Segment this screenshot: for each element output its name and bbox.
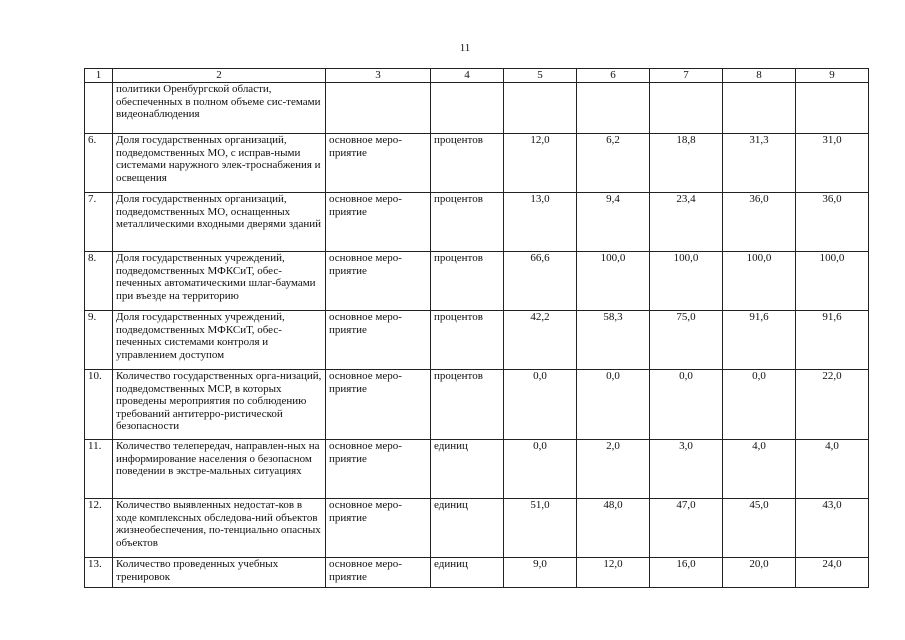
row-number: 10. [85,370,113,440]
value-col-7: 47,0 [650,499,723,558]
value-col-7: 100,0 [650,252,723,311]
value-col-6: 48,0 [577,499,650,558]
unit-of-measure: единиц [431,499,504,558]
value-col-9: 43,0 [796,499,869,558]
column-header: 5 [504,69,577,83]
value-col-5: 0,0 [504,370,577,440]
value-col-8: 36,0 [723,193,796,252]
column-header: 6 [577,69,650,83]
value-col-7: 23,4 [650,193,723,252]
row-number: 11. [85,440,113,499]
event-type: основное меро-приятие [326,440,431,499]
row-number: 6. [85,134,113,193]
unit-of-measure: процентов [431,311,504,370]
event-type: основное меро-приятие [326,134,431,193]
indicators-table [84,68,869,588]
value-col-7: 18,8 [650,134,723,193]
value-col-8: 31,3 [723,134,796,193]
row-number: 8. [85,252,113,311]
value-col-5: 51,0 [504,499,577,558]
value-col-8: 45,0 [723,499,796,558]
event-type: основное меро-приятие [326,252,431,311]
value-col-6: 6,2 [577,134,650,193]
unit-of-measure: процентов [431,252,504,311]
value-col-5 [504,83,577,134]
indicator-name: Доля государственных учреждений, подведомственных МФКСиТ, обес-печенных автоматическими шлаг-баумами при въезде на территорию [113,252,326,311]
value-col-9: 91,6 [796,311,869,370]
indicator-name: Количество выявленных недостат-ков в ходе комплексных обследова-ний объектов жизнеобеспечения, по-тенциально опасных объектов [113,499,326,558]
row-number: 7. [85,193,113,252]
value-col-6: 9,4 [577,193,650,252]
value-col-5: 12,0 [504,134,577,193]
column-number-row [85,69,869,83]
value-col-9 [796,83,869,134]
event-type: основное меро-приятие [326,370,431,440]
table-row [85,193,869,252]
value-col-5: 66,6 [504,252,577,311]
row-number: 13. [85,558,113,588]
indicator-name: политики Оренбургской области, обеспеченных в полном объеме сис-темами видеонаблюдения [113,83,326,134]
column-header: 8 [723,69,796,83]
table-row [85,558,869,588]
value-col-9: 22,0 [796,370,869,440]
indicator-name: Количество государственных орга-низаций, подведомственных МСР, в которых проведены мероприятия по соблюдению требований антитерро-ристической безопасности [113,370,326,440]
value-col-9: 100,0 [796,252,869,311]
table-row [85,370,869,440]
value-col-5: 13,0 [504,193,577,252]
column-header: 4 [431,69,504,83]
row-number: 12. [85,499,113,558]
value-col-9: 31,0 [796,134,869,193]
event-type: основное меро-приятие [326,499,431,558]
table-row [85,83,869,134]
value-col-7: 75,0 [650,311,723,370]
column-header: 3 [326,69,431,83]
unit-of-measure: единиц [431,440,504,499]
row-number: 9. [85,311,113,370]
table-row [85,440,869,499]
row-number [85,83,113,134]
value-col-8: 91,6 [723,311,796,370]
value-col-6: 12,0 [577,558,650,588]
value-col-7: 3,0 [650,440,723,499]
column-header: 9 [796,69,869,83]
unit-of-measure [431,83,504,134]
value-col-9: 36,0 [796,193,869,252]
value-col-5: 9,0 [504,558,577,588]
unit-of-measure: процентов [431,193,504,252]
unit-of-measure: единиц [431,558,504,588]
value-col-6: 2,0 [577,440,650,499]
value-col-6: 0,0 [577,370,650,440]
value-col-8: 4,0 [723,440,796,499]
unit-of-measure: процентов [431,370,504,440]
indicator-name: Доля государственных учреждений, подведомственных МФКСиТ, обес-печенных системами контроля и управлением доступом [113,311,326,370]
value-col-9: 4,0 [796,440,869,499]
value-col-8: 20,0 [723,558,796,588]
value-col-9: 24,0 [796,558,869,588]
event-type: основное меро-приятие [326,193,431,252]
unit-of-measure: процентов [431,134,504,193]
value-col-7 [650,83,723,134]
value-col-6 [577,83,650,134]
column-header: 2 [113,69,326,83]
event-type: основное меро-приятие [326,311,431,370]
value-col-8 [723,83,796,134]
value-col-6: 58,3 [577,311,650,370]
page-number: 11 [459,42,471,54]
value-col-6: 100,0 [577,252,650,311]
value-col-7: 0,0 [650,370,723,440]
table-row [85,499,869,558]
indicator-name: Доля государственных организаций, подведомственных МО, оснащенных металлическими входными дверями зданий [113,193,326,252]
column-header: 1 [85,69,113,83]
value-col-8: 100,0 [723,252,796,311]
table-row [85,252,869,311]
value-col-8: 0,0 [723,370,796,440]
event-type [326,83,431,134]
indicator-name: Количество телепередач, направлен-ных на информирование населения о безопасном поведении в экстре-мальных ситуациях [113,440,326,499]
value-col-5: 42,2 [504,311,577,370]
indicator-name: Доля государственных организаций, подведомственных МО, с исправ-ными системами наружного элек-троснабжения и освещения [113,134,326,193]
value-col-7: 16,0 [650,558,723,588]
table-row [85,311,869,370]
event-type: основное меро-приятие [326,558,431,588]
table-row [85,134,869,193]
indicator-name: Количество проведенных учебных тренировок [113,558,326,588]
value-col-5: 0,0 [504,440,577,499]
column-header: 7 [650,69,723,83]
